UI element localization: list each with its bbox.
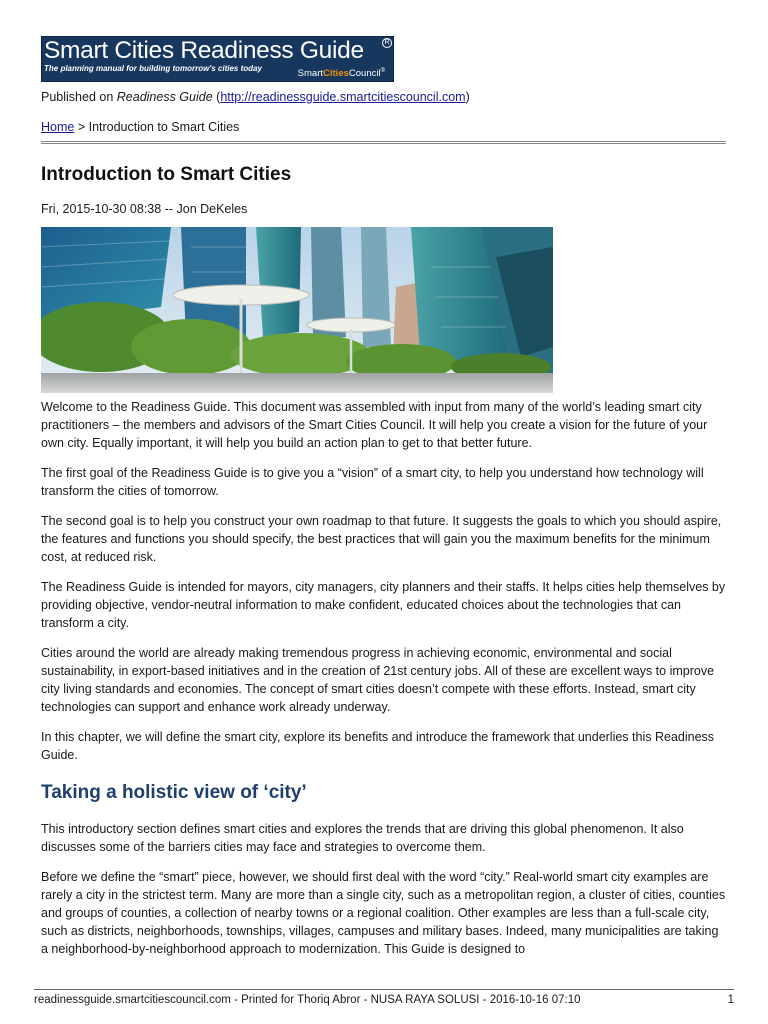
print-footer xyxy=(34,989,734,1007)
intro-paragraph-2: The first goal of the Readiness Guide is to give you a “vision” of a smart city, to help you understand how technology will transform the cities of tomorrow. xyxy=(41,466,704,498)
post-meta: Fri, 2015-10-30 08:38 -- Jon DeKeles xyxy=(41,202,248,216)
page-number: 1 xyxy=(727,994,734,1006)
registered-mark-icon: R xyxy=(382,38,392,48)
banner-title: Smart Cities Readiness Guide xyxy=(44,37,364,64)
section-heading: Taking a holistic view of ‘city’ xyxy=(41,782,307,803)
header-divider xyxy=(41,141,726,144)
document-page xyxy=(41,36,726,958)
breadcrumb-home-link[interactable]: Home xyxy=(41,120,75,134)
site-url-link[interactable]: http://readinessguide.smartcitiescouncil.com xyxy=(220,90,466,104)
breadcrumb-current: Introduction to Smart Cities xyxy=(88,120,240,134)
section-paragraph-1: This introductory section defines smart cities and explores the trends that are driving this global phenomenon. It also discusses some of the barriers cities may face and strategies to overcome them. xyxy=(41,822,684,854)
section-paragraph-2: Before we define the “smart” piece, however, we should first deal with the word “city.” Real-world smart city examples are rarely a city in the strictest term. Many are more than a single city, such as a metropolitan region, a cluster of cities, counties and groups of counties, a collection of nearby towns or a regional coalition. Other examples are less than a full-scale city, such as districts, neighborhoods, townships, villages, campuses and military bases. Indeed, many municipalities are taking a neighborhood-by-neighborhood approach to modernization. This Guide is designed to xyxy=(41,870,726,956)
banner-tagline: The planning manual for building tomorrow's cities today xyxy=(44,64,262,73)
site-banner-logo[interactable] xyxy=(41,36,394,82)
intro-paragraph-5: Cities around the world are already making tremendous progress in achieving economic, environmental and social sustainability, in export-based initiatives and in the creation of 21st century jobs. All of these are excellent ways to improve city living standards and economies. The concept of smart cities doesn’t compete with these efforts. Instead, smart city technologies can support and enhance work already underway. xyxy=(41,646,715,714)
hero-image xyxy=(41,227,553,393)
city-skyline-photo xyxy=(41,227,553,393)
intro-paragraph-4: The Readiness Guide is intended for mayors, city managers, city planners and their staffs. It helps cities help themselves by providing objective, vendor-neutral information to make confident, educated choices about the technologies that can transform a city. xyxy=(41,580,726,630)
site-name: Readiness Guide xyxy=(116,90,213,104)
intro-paragraph-6: In this chapter, we will define the smart city, explore its benefits and introduce the framework that underlies this Readiness Guide. xyxy=(41,730,715,762)
council-logo: SmartCitiesCouncil® xyxy=(297,68,385,79)
breadcrumb: Home > Introduction to Smart Cities xyxy=(41,120,240,134)
intro-paragraph-1: Welcome to the Readiness Guide. This document was assembled with input from many of the world’s leading smart city practitioners – the members and advisors of the Smart Cities Council. It will help you create a vision for the future of your own city. Equally important, it will help you build an action plan to get to that better future. xyxy=(41,400,708,450)
intro-paragraph-3: The second goal is to help you construct your own roadmap to that future. It suggests the goals to which you should aspire, the features and functions you should specify, the best practices that will gain you the maximum benefits for the minimum cost, at reduced risk. xyxy=(41,514,722,564)
published-line: Published on Readiness Guide (http://readinessguide.smartcitiescouncil.com) xyxy=(41,90,470,104)
page-title: Introduction to Smart Cities xyxy=(41,164,292,185)
footer-text: readinessguide.smartcitiescouncil.com - Printed for Thoriq Abror - NUSA RAYA SOLUSI - 2016-10-16 07:10 xyxy=(34,994,581,1006)
